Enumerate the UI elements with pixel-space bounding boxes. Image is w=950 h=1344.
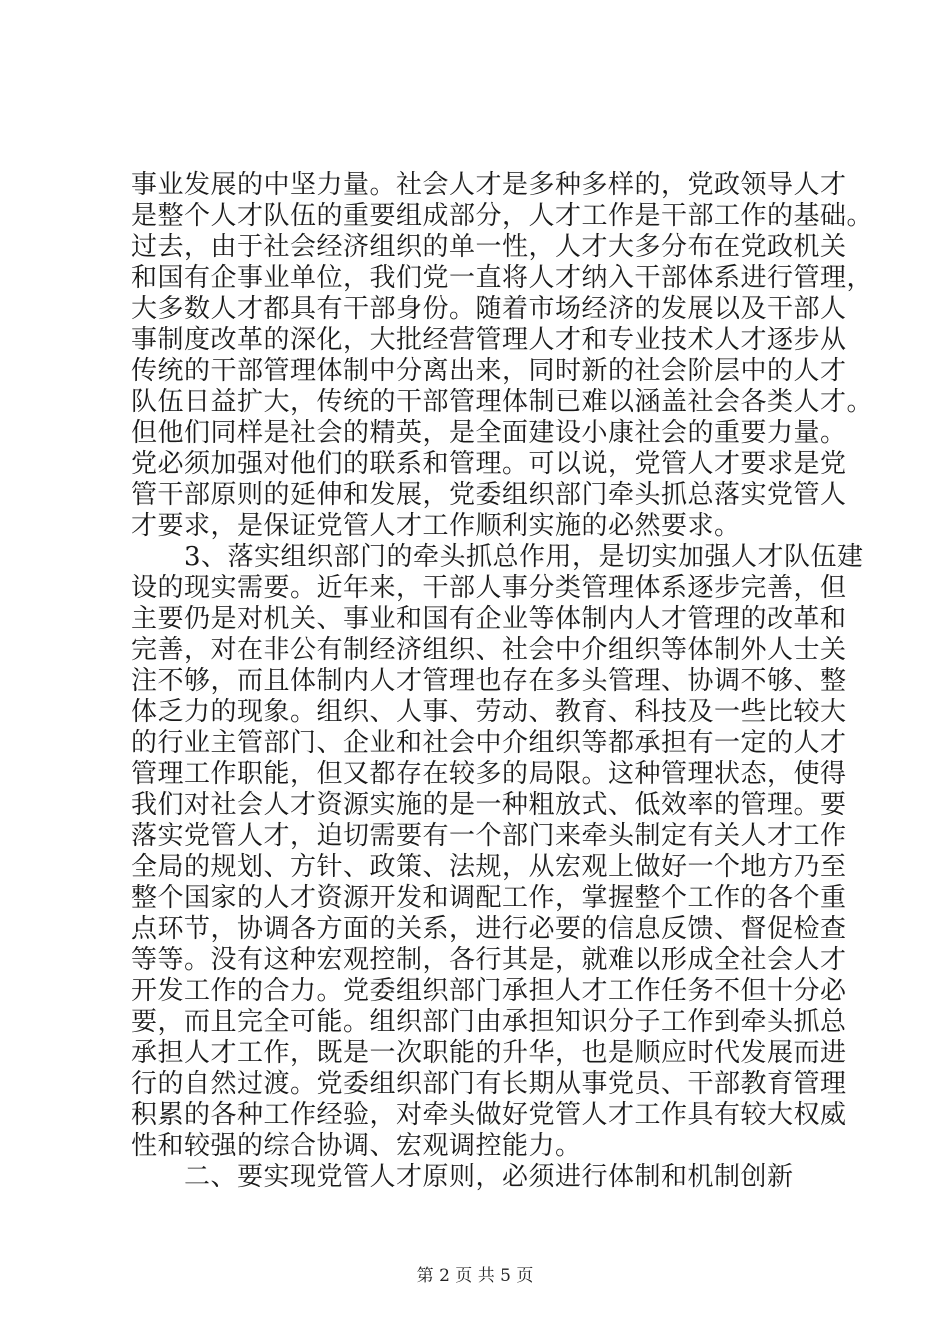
paragraph-start-line: 3、落实组织部门的牵头抓总作用，是切实加强人才队伍建 xyxy=(131,542,864,572)
text-line: 党必须加强对他们的联系和管理。可以说，党管人才要求是党 xyxy=(131,449,847,479)
text-line: 事制度改革的深化，大批经营管理人才和专业技术人才逐步从 xyxy=(131,325,847,355)
text-line: 事业发展的中坚力量。社会人才是多种多样的，党政领导人才 xyxy=(131,170,847,200)
text-line: 开发工作的合力。党委组织部门承担人才工作任务不但十分必 xyxy=(131,976,847,1006)
text-line: 才要求，是保证党管人才工作顺利实施的必然要求。 xyxy=(131,511,741,541)
body-text xyxy=(131,170,874,1193)
text-line: 管理工作职能，但又都存在较多的局限。这种管理状态，使得 xyxy=(131,759,847,789)
text-line: 等等。没有这种宏观控制，各行其是，就难以形成全社会人才 xyxy=(131,945,847,975)
text-line: 整个国家的人才资源开发和调配工作，掌握整个工作的各个重 xyxy=(131,883,847,913)
text-line: 但他们同样是社会的精英，是全面建设小康社会的重要力量。 xyxy=(131,418,847,448)
text-line: 性和较强的综合协调、宏观调控能力。 xyxy=(131,1131,582,1161)
text-line: 落实党管人才，迫切需要有一个部门来牵头制定有关人才工作 xyxy=(131,821,847,851)
page-number-footer: 第 2 页 共 5 页 xyxy=(416,1266,534,1286)
text-line: 注不够，而且体制内人才管理也存在多头管理、协调不够、整 xyxy=(131,666,847,696)
text-line: 过去，由于社会经济组织的单一性，人才大多分布在党政机关 xyxy=(131,232,847,262)
text-line: 大多数人才都具有干部身份。随着市场经济的发展以及干部人 xyxy=(131,294,847,324)
section-heading: 二、要实现党管人才原则，必须进行体制和机制创新 xyxy=(131,1162,794,1192)
text-line: 全局的规划、方针、政策、法规，从宏观上做好一个地方乃至 xyxy=(131,852,847,882)
text-line: 的行业主管部门、企业和社会中介组织等都承担有一定的人才 xyxy=(131,728,847,758)
text-line: 是整个人才队伍的重要组成部分，人才工作是干部工作的基础。 xyxy=(131,201,874,231)
text-line: 承担人才工作，既是一次职能的升华，也是顺应时代发展而进 xyxy=(131,1038,847,1068)
text-line: 管干部原则的延伸和发展，党委组织部门牵头抓总落实党管人 xyxy=(131,480,847,510)
text-line: 和国有企事业单位，我们党一直将人才纳入干部体系进行管理， xyxy=(131,263,874,293)
text-line: 体乏力的现象。组织、人事、劳动、教育、科技及一些比较大 xyxy=(131,697,847,727)
text-line: 完善，对在非公有制经济组织、社会中介组织等体制外人士关 xyxy=(131,635,847,665)
text-line: 积累的各种工作经验，对牵头做好党管人才工作具有较大权威 xyxy=(131,1100,847,1130)
text-line: 我们对社会人才资源实施的是一种粗放式、低效率的管理。要 xyxy=(131,790,847,820)
text-line: 行的自然过渡。党委组织部门有长期从事党员、干部教育管理 xyxy=(131,1069,847,1099)
text-line: 设的现实需要。近年来，干部人事分类管理体系逐步完善，但 xyxy=(131,573,847,603)
text-line: 要，而且完全可能。组织部门由承担知识分子工作到牵头抓总 xyxy=(131,1007,847,1037)
text-line: 传统的干部管理体制中分离出来，同时新的社会阶层中的人才 xyxy=(131,356,847,386)
text-line: 队伍日益扩大，传统的干部管理体制已难以涵盖社会各类人才。 xyxy=(131,387,874,417)
text-line: 点环节，协调各方面的关系，进行必要的信息反馈、督促检查 xyxy=(131,914,847,944)
text-line: 主要仍是对机关、事业和国有企业等体制内人才管理的改革和 xyxy=(131,604,847,634)
